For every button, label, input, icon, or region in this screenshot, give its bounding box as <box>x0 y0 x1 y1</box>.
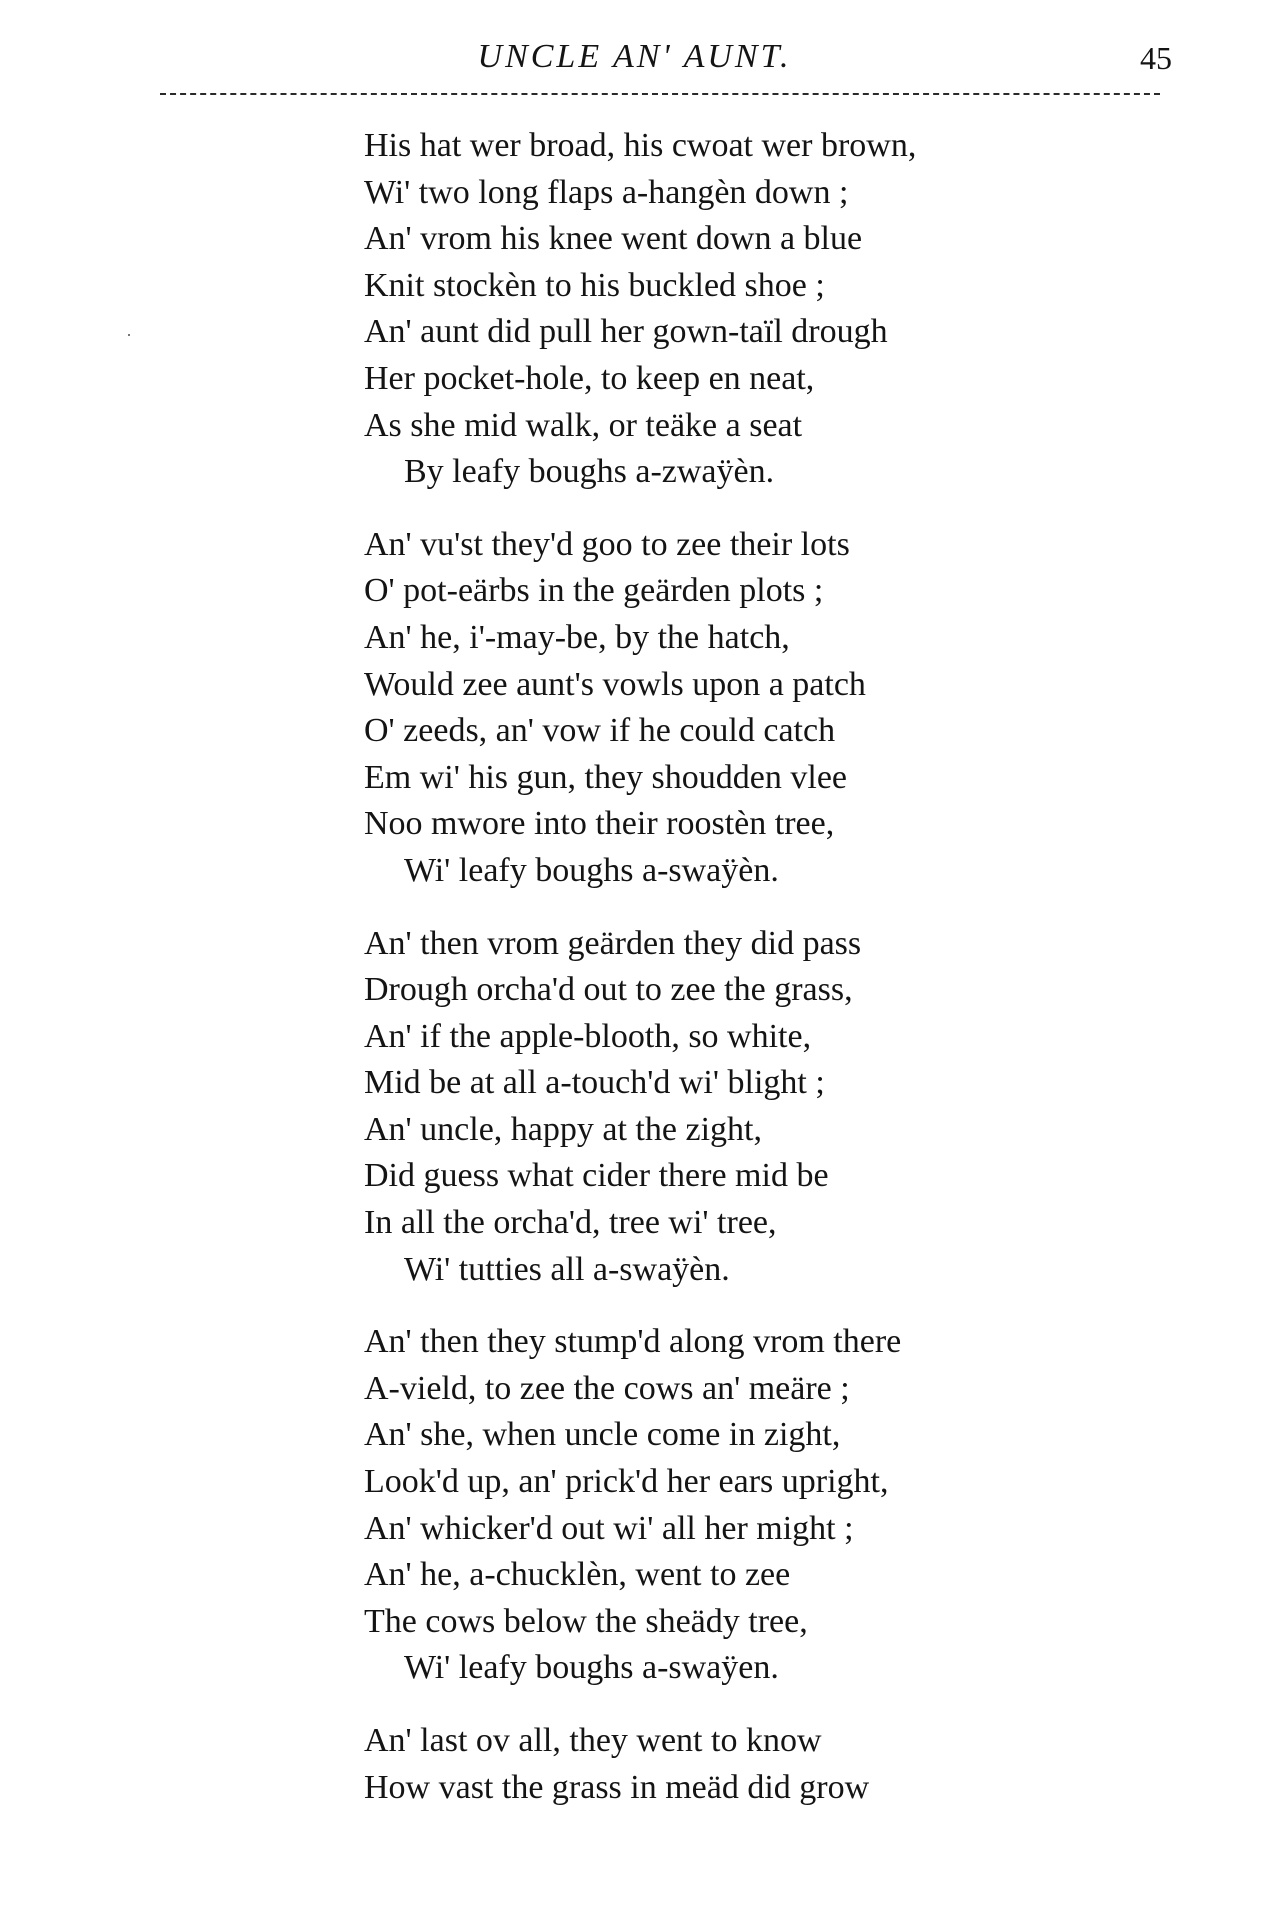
header-rule <box>160 93 1160 95</box>
poem-refrain-line: By leafy boughs a-zwaÿèn. <box>404 453 775 491</box>
poem-line: O' zeeds, an' vow if he could catch <box>364 712 836 750</box>
poem-line: An' last ov all, they went to know <box>364 1722 822 1759</box>
poem-refrain-line: Wi' leafy boughs a-swaÿen. <box>404 1649 779 1687</box>
stanza <box>364 921 1144 1294</box>
poem-line: An' she, when uncle come in zight, <box>364 1416 841 1454</box>
poem-line: Her pocket-hole, to keep en neat, <box>364 359 815 397</box>
poem-line: Em wi' his gun, they shoudden vlee <box>364 758 848 796</box>
poem-line: Wi' two long flaps a-hangèn down ; <box>364 173 849 211</box>
poem-refrain-line: Wi' leafy boughs a-swaÿèn. <box>404 851 779 889</box>
poem-line: His hat wer broad, his cwoat wer brown, <box>364 127 917 164</box>
poem-line: An' he, i'-may-be, by the hatch, <box>364 618 790 656</box>
poem-line: An' whicker'd out wi' all her might ; <box>364 1509 854 1547</box>
poem-line: Mid be at all a-touch'd wi' blight ; <box>364 1064 825 1102</box>
stray-mark <box>128 334 130 336</box>
poem-line: O' pot-eärbs in the geärden plots ; <box>364 572 824 610</box>
poem-line: In all the orcha'd, tree wi' tree, <box>364 1204 777 1242</box>
running-head <box>0 38 1269 88</box>
poem-line: Look'd up, an' prick'd her ears upright, <box>364 1463 889 1501</box>
poem-line: An' then they stump'd along vrom there <box>364 1323 902 1361</box>
poem-line: An' if the apple-blooth, so white, <box>364 1017 812 1055</box>
poem-line: A-vield, to zee the cows an' meäre ; <box>364 1369 850 1407</box>
poem-line: Noo mwore into their roostèn tree, <box>364 805 835 843</box>
running-title: UNCLE AN' AUNT. <box>477 38 792 75</box>
poem-line: An' vrom his knee went down a blue <box>364 220 863 258</box>
poem-line: An' then vrom geärden they did pass <box>364 924 862 962</box>
poem-line: The cows below the sheädy tree, <box>364 1602 808 1640</box>
stanza <box>364 1718 1144 1811</box>
poem-line: An' uncle, happy at the zight, <box>364 1110 762 1148</box>
stanza <box>364 522 1144 895</box>
poem-line: As she mid walk, or teäke a seat <box>364 406 803 444</box>
stanza <box>364 1319 1144 1692</box>
poem-line: Drough orcha'd out to zee the grass, <box>364 971 853 1009</box>
poem-body <box>364 123 1144 1837</box>
poem-refrain-line: Wi' tutties all a-swaÿèn. <box>404 1250 730 1288</box>
poem-line: Knit stockèn to his buckled shoe ; <box>364 266 825 304</box>
page-number: 45 <box>1140 40 1172 76</box>
poem-line: An' vu'st they'd goo to zee their lots <box>364 525 850 563</box>
poem-line: Did guess what cider there mid be <box>364 1157 829 1195</box>
poem-line: An' he, a-chucklèn, went to zee <box>364 1556 791 1594</box>
poem-line: Would zee aunt's vowls upon a patch <box>364 665 866 703</box>
poem-line: An' aunt did pull her gown-taïl drough <box>364 313 888 351</box>
stanza <box>364 123 1144 496</box>
poem-line: How vast the grass in meäd did grow <box>364 1768 870 1806</box>
